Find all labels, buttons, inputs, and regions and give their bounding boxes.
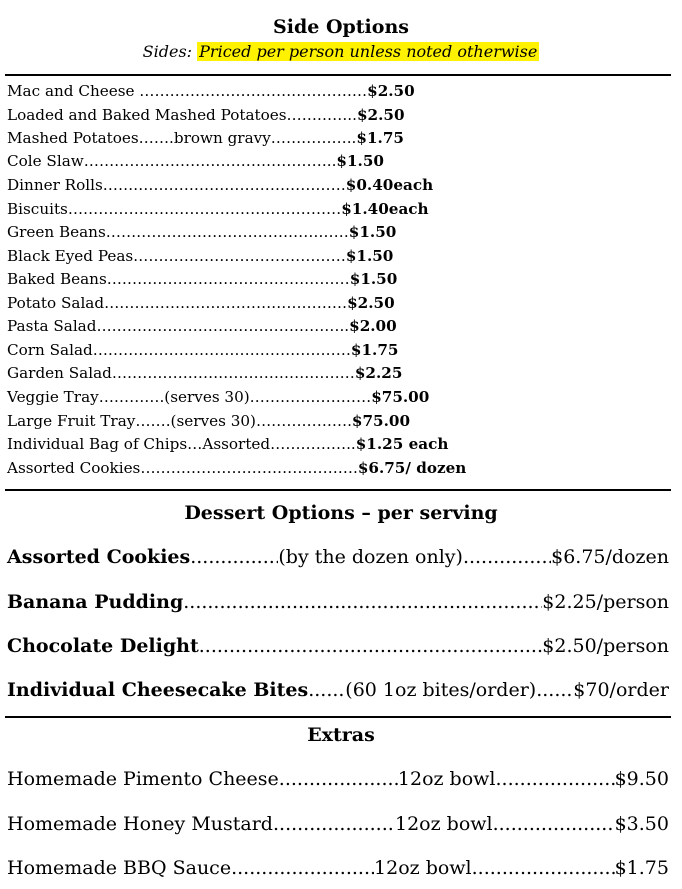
dessert-item <box>7 544 669 570</box>
dot-leader <box>463 544 551 570</box>
extra-item-name: Homemade Pimento Cheese <box>7 768 279 790</box>
side-item-text: Biscuits……………………………………………… <box>7 200 342 218</box>
extra-item-name: Homemade BBQ Sauce <box>7 857 232 879</box>
divider-top <box>5 74 671 76</box>
side-item-text: Black Eyed Peas…………………………………… <box>7 247 346 265</box>
side-item-price: $1.50 <box>349 270 398 288</box>
dot-leader <box>199 633 543 659</box>
side-item <box>7 174 433 197</box>
dessert-item <box>7 633 669 659</box>
extra-item-price: $9.50 <box>614 768 669 790</box>
side-item-text: Mashed Potatoes…….brown gravy…………….. <box>7 129 357 147</box>
side-item-price: $75.00 <box>351 412 411 430</box>
dot-leader <box>190 544 278 570</box>
side-item-price: $2.25 <box>354 364 403 382</box>
side-item-text: Potato Salad………………………………………… <box>7 294 348 312</box>
side-item <box>7 386 429 409</box>
side-item-text: Veggie Tray………….(serves 30)…………………… <box>7 388 372 406</box>
dot-leader <box>493 811 615 837</box>
dot-leader <box>273 811 395 837</box>
side-item-price: $2.50 <box>347 294 395 312</box>
side-item <box>7 268 397 291</box>
extra-item-price: $1.75 <box>614 857 669 879</box>
subtitle-prefix: Sides: <box>142 42 198 61</box>
side-item-text: Cole Slaw………………………………………….. <box>7 152 337 170</box>
extra-item <box>7 766 669 792</box>
divider-extras <box>5 716 671 718</box>
side-options-title: Side Options <box>273 16 409 38</box>
dot-leader <box>231 855 374 881</box>
side-item <box>7 315 397 338</box>
dessert-item-price: $2.50/person <box>542 635 669 657</box>
extra-item-name: Homemade Honey Mustard <box>7 813 273 835</box>
side-item <box>7 150 384 173</box>
dessert-item <box>7 677 669 703</box>
side-item <box>7 245 393 268</box>
extra-item-size: 12oz bowl <box>394 813 493 835</box>
side-item-text: Loaded and Baked Mashed Potatoes………….. <box>7 106 357 124</box>
side-item-price: $1.50 <box>348 223 397 241</box>
side-item-text: Garden Salad………………………………………… <box>7 364 355 382</box>
side-item <box>7 221 396 244</box>
side-item <box>7 292 395 315</box>
side-item-price: $0.40each <box>345 176 434 194</box>
extra-item-size: 12oz bowl <box>374 857 472 879</box>
side-item-text: Green Beans………………………………………… <box>7 223 349 241</box>
side-item-price: $2.00 <box>349 317 397 335</box>
side-item-text: Large Fruit Tray…….(serves 30)………………. <box>7 412 352 430</box>
divider-dessert <box>5 489 671 491</box>
dessert-item-price: $6.75/dozen <box>551 546 669 568</box>
dessert-item-name: Banana Pudding <box>7 591 184 613</box>
extra-item-price: $3.50 <box>614 813 669 835</box>
side-item <box>7 127 404 150</box>
side-options-subtitle <box>0 42 682 62</box>
dot-leader <box>472 855 615 881</box>
extra-item-size: 12oz bowl <box>397 768 496 790</box>
side-item-text: Individual Bag of Chips…Assorted…………….. <box>7 435 356 453</box>
side-item <box>7 433 448 456</box>
extras-title: Extras <box>307 724 375 746</box>
dessert-item-price: $70/order <box>573 679 669 701</box>
side-item-price: $1.50 <box>336 152 384 170</box>
dot-leader <box>496 766 615 792</box>
side-item-price: $6.75/ dozen <box>357 459 467 477</box>
side-item-text: Corn Salad…………………………………………… <box>7 341 351 359</box>
dessert-item-price: $2.25/person <box>542 591 669 613</box>
side-item-price: $2.50 <box>367 82 415 100</box>
side-item-text: Pasta Salad………………………………………….. <box>7 317 350 335</box>
side-item <box>7 104 405 127</box>
side-item <box>7 457 466 480</box>
side-item <box>7 410 410 433</box>
extra-item <box>7 855 669 881</box>
dessert-item-name: Chocolate Delight <box>7 635 199 657</box>
side-item-text: Dinner Rolls………………………………………… <box>7 176 346 194</box>
dessert-item-note: (60 1oz bites/order) <box>345 679 537 701</box>
dessert-item <box>7 589 669 615</box>
side-item-text: Mac and Cheese ……………………………………… <box>7 82 368 100</box>
side-item-price: $2.50 <box>356 106 405 124</box>
side-item <box>7 339 398 362</box>
side-item <box>7 198 429 221</box>
dot-leader <box>308 677 345 703</box>
extra-item <box>7 811 669 837</box>
dessert-item-name: Assorted Cookies <box>7 546 191 568</box>
side-item-price: $75.00 <box>371 388 430 406</box>
subtitle-highlight: Priced per person unless noted otherwise <box>199 42 538 61</box>
side-item-price: $1.40each <box>341 200 429 218</box>
side-item-text: Assorted Cookies……………………………………. <box>7 459 358 477</box>
dessert-options-title: Dessert Options – per serving <box>184 502 498 524</box>
dessert-item-name: Individual Cheesecake Bites <box>7 679 309 701</box>
side-item <box>7 362 402 385</box>
dot-leader <box>183 589 542 615</box>
side-item-price: $1.75 <box>350 341 399 359</box>
side-item-price: $1.50 <box>345 247 394 265</box>
dot-leader <box>536 677 573 703</box>
side-item <box>7 80 415 103</box>
side-item-text: Baked Beans………………………………………… <box>7 270 350 288</box>
dot-leader <box>279 766 398 792</box>
side-item-price: $1.25 each <box>355 435 449 453</box>
dessert-item-note: (by the dozen only) <box>278 546 463 568</box>
side-item-price: $1.75 <box>356 129 404 147</box>
